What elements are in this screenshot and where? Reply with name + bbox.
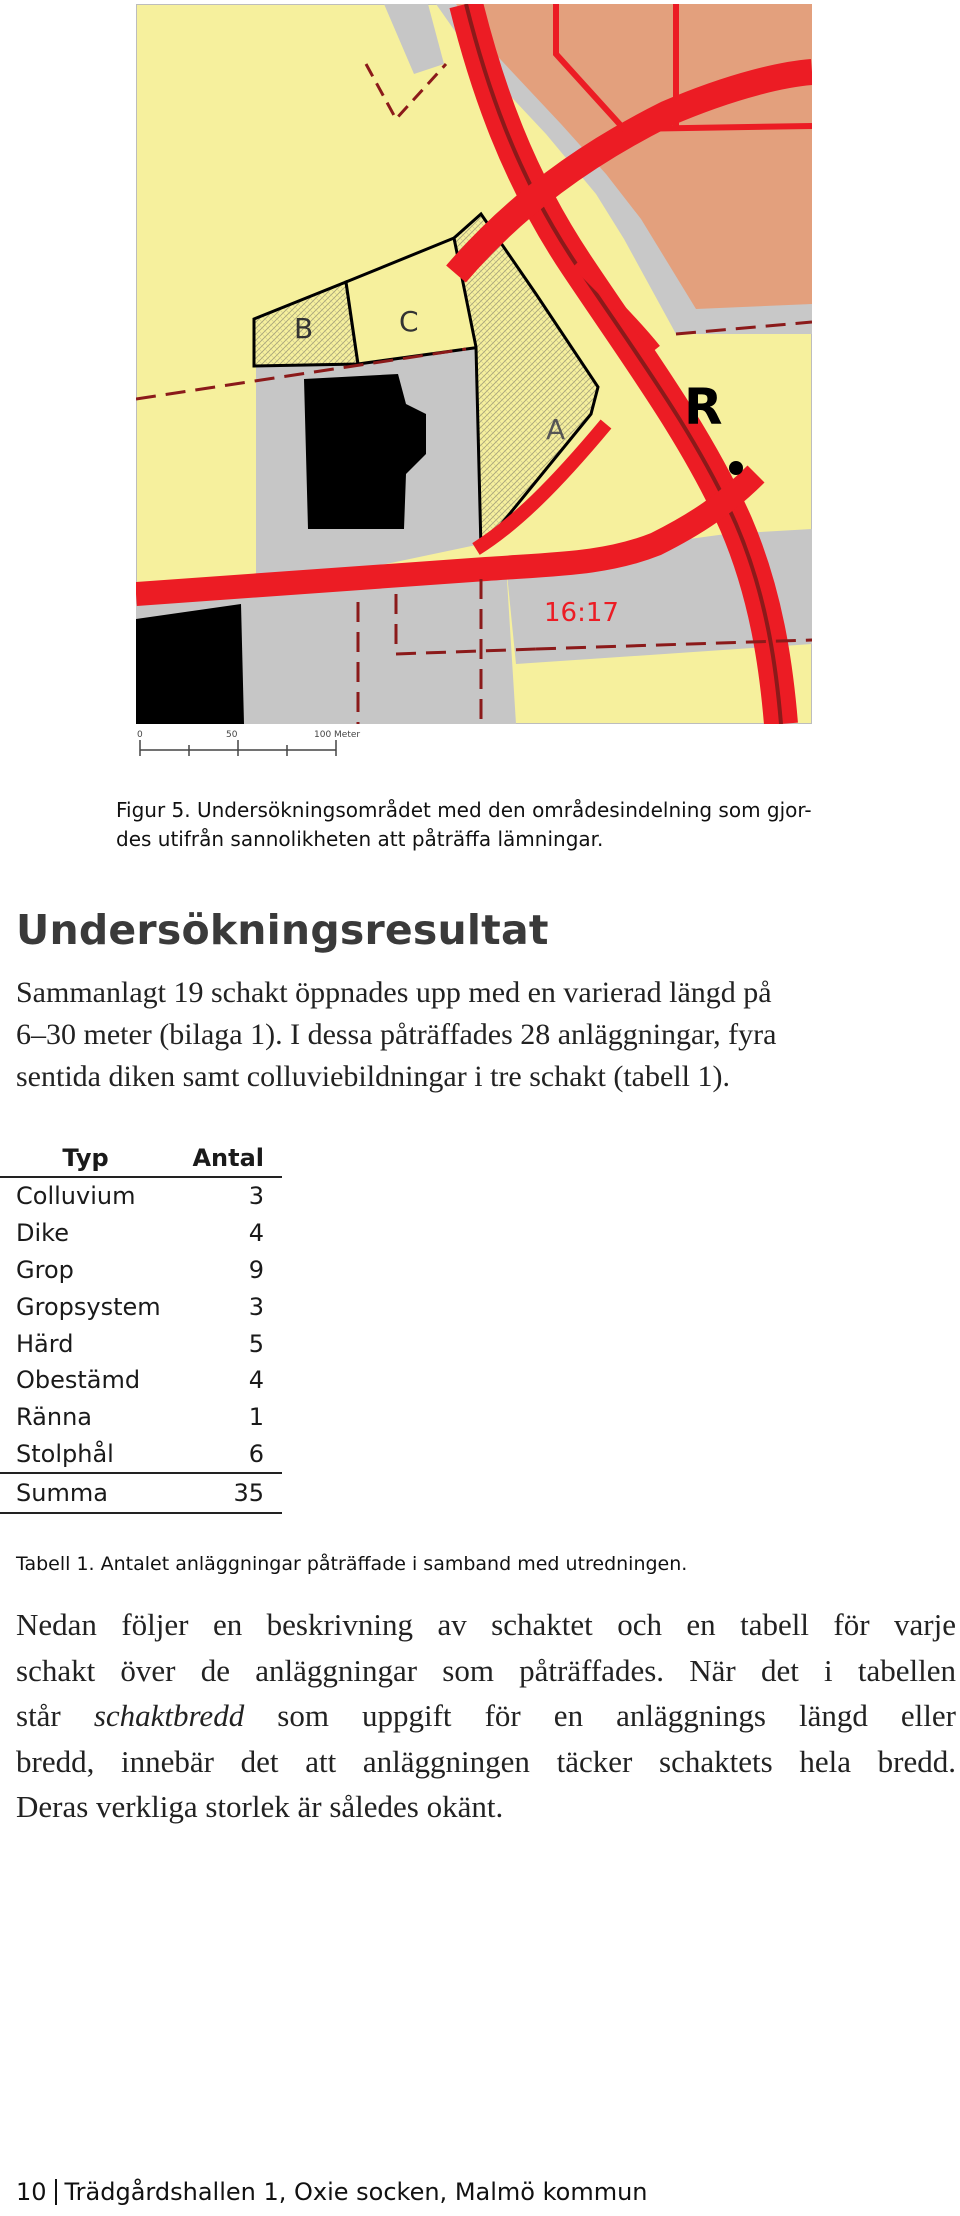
row-count: 3: [248, 1292, 264, 1321]
intro-paragraph: [16, 972, 946, 1098]
table-header-row: [0, 1140, 282, 1177]
row-type: Dike: [16, 1219, 69, 1248]
body-line-3: [16, 1693, 956, 1739]
table-row: [0, 1325, 282, 1362]
table-header-type: Typ: [0, 1140, 181, 1177]
total-count: 35: [181, 1473, 282, 1513]
footer-title: Trädgårdshallen 1, Oxie socken, Malmö kommun: [64, 2178, 648, 2206]
body-line-2: schakt över de anläggningar som påträffades. När det i tabellen: [16, 1652, 956, 1688]
north-arrow-label: R: [684, 378, 723, 436]
row-count: 3: [248, 1182, 264, 1211]
scale-tick-0: 0: [137, 730, 143, 740]
row-type: Härd: [16, 1329, 74, 1358]
table-row: [0, 1252, 282, 1289]
area-label-b: B: [294, 312, 314, 345]
parcel-label: 16:17: [544, 598, 619, 628]
figure-caption: [116, 796, 836, 854]
footer-separator: [55, 2179, 57, 2205]
scale-tick-100: 100 Meter: [314, 730, 361, 740]
row-count: 6: [248, 1439, 264, 1468]
survey-point-marker: [729, 461, 743, 475]
body-line-5: Deras verkliga storlek är således okänt.: [16, 1789, 504, 1824]
area-label-c: C: [399, 305, 419, 338]
body-line-3-end: som uppgift för en anläggnings längd eller: [244, 1698, 956, 1733]
total-label: Summa: [0, 1473, 181, 1513]
body-line-3-emphasis: schaktbredd: [93, 1698, 245, 1733]
body-paragraph: [16, 1602, 956, 1830]
body-line-3-start: står: [16, 1698, 94, 1733]
intro-line-2: 6–30 meter (bilaga 1). I dessa påträffades 28 anläggningar, fyra: [16, 1018, 777, 1051]
row-type: Colluvium: [16, 1182, 136, 1211]
row-count: 1: [248, 1403, 264, 1432]
area-label-a: A: [546, 413, 566, 446]
scale-bar: [136, 726, 386, 762]
scale-tick-50: 50: [226, 730, 238, 740]
table-row: [0, 1362, 282, 1399]
table-row: [0, 1177, 282, 1215]
row-count: 4: [248, 1219, 264, 1248]
features-table: [0, 1140, 282, 1514]
table-row: [0, 1436, 282, 1474]
site-map: [136, 4, 812, 724]
row-count: 9: [248, 1255, 264, 1284]
table-caption: Tabell 1. Antalet anläggningar påträffade i samband med utredningen.: [16, 1553, 688, 1575]
row-type: Gropsystem: [16, 1292, 161, 1321]
row-type: Grop: [16, 1255, 74, 1284]
row-type: Stolphål: [16, 1439, 114, 1468]
building-southwest: [136, 604, 244, 724]
page-number: 10: [16, 2178, 47, 2206]
row-count: 4: [248, 1366, 264, 1395]
page-footer: [16, 2178, 648, 2206]
table-header-count: Antal: [181, 1140, 282, 1177]
intro-line-1: Sammanlagt 19 schakt öppnades upp med en varierad längd på: [16, 976, 772, 1009]
row-count: 5: [248, 1329, 264, 1358]
table-row: [0, 1215, 282, 1252]
body-line-4: bredd, innebär det att anläggningen täcker schaktets hela bredd.: [16, 1743, 956, 1779]
figure-caption-line-2: des utifrån sannolikheten att påträffa lämningar.: [116, 827, 604, 851]
intro-line-3: sentida diken samt colluviebildningar i tre schakt (tabell 1).: [16, 1060, 730, 1093]
row-type: Ränna: [16, 1403, 92, 1432]
body-line-1: Nedan följer en beskrivning av schaktet och en tabell för varje: [16, 1607, 956, 1642]
section-heading: Undersökningsresultat: [16, 906, 549, 954]
figure-caption-line-1: Figur 5. Undersökningsområdet med den områdesindelning som gjor-: [116, 798, 812, 822]
table-total-row: [0, 1473, 282, 1513]
table-row: [0, 1288, 282, 1325]
table-row: [0, 1399, 282, 1436]
row-type: Obestämd: [16, 1366, 141, 1395]
